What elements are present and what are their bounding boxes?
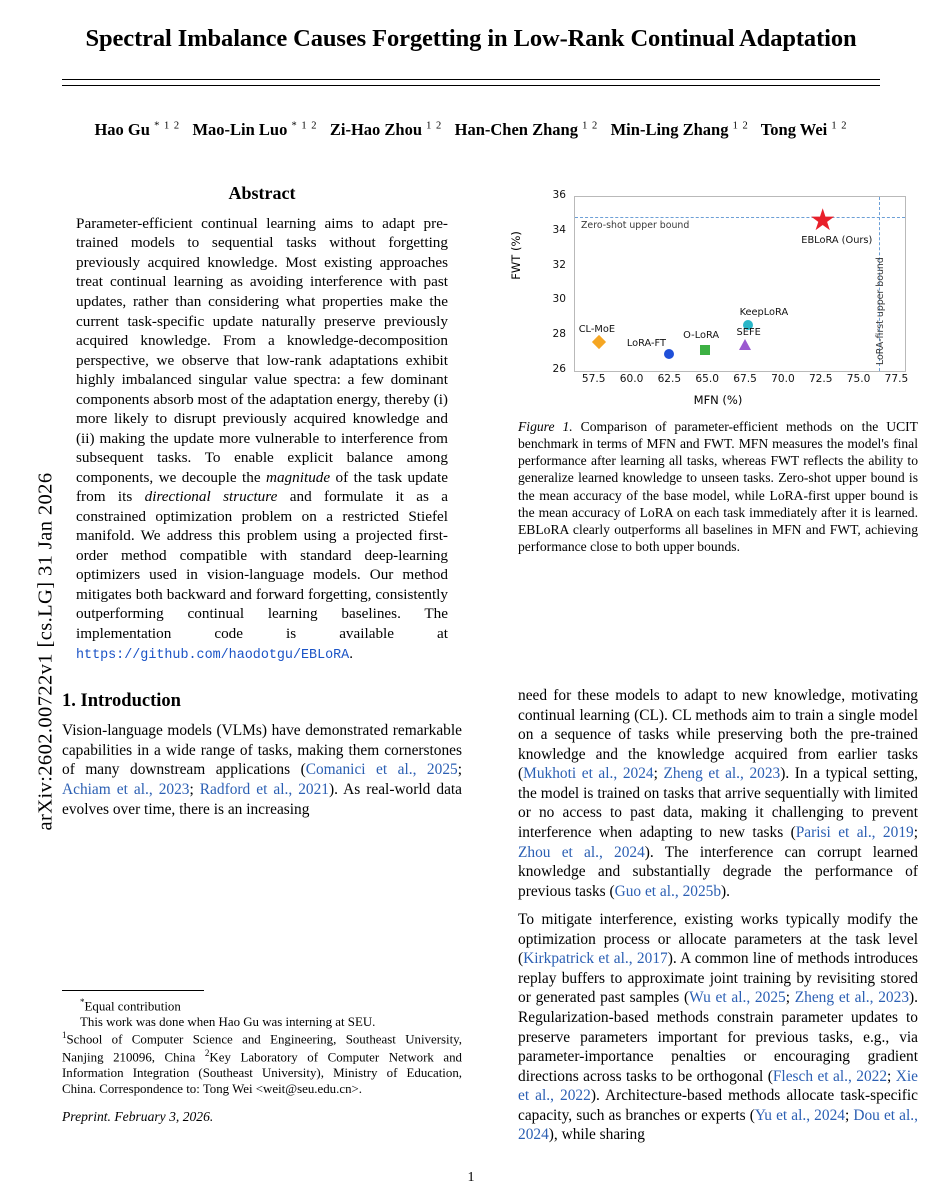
chart-point-eblora-ours: ★ [809,203,837,239]
rp1-sep2: ; [913,823,918,841]
citation-comanici[interactable]: Comanici et al., 2025 [305,761,458,779]
citation-guo[interactable]: Guo et al., 2025b [614,882,722,900]
rp2-sep2: ; [887,1067,896,1085]
right-paragraph-2 [518,910,918,1145]
lora-first-upper-bound-label: LoRA-first upper bound [875,257,887,365]
chart-ytick: 34 [552,223,566,236]
citation-parisi[interactable]: Parisi et al., 2019 [795,823,914,841]
title-rule-top [62,79,880,80]
intro-text-a: Vision-language models (VLMs) have demonstrated remarkable capabilities in a wide range of tasks, making them cornerstones of many downstream applications ( [62,722,462,779]
footnote-divider [62,990,204,991]
footnote-star: * [80,997,85,1007]
chart-point-label: SEFE [736,326,761,338]
abstract-body [62,214,462,664]
left-column [62,182,462,828]
abstract-text-1: Parameter-efficient continual learning aims to adapt pre-trained models to sequential tasks without forgetting previously acquired knowledge. Most existing approaches treat continual learning as avoiding interference with past updates, rather than considering what properties make the current task-specific update naturally preserve previously acquired knowledge. From a knowledge-decomposition perspective, we observe that low-rank adaptations exhibit highly imbalanced singular value spectra: a few dominant components absorb most of the adaptation energy, thereby (i) more likely to disrupt previously acquired knowledge and (ii) making the update more vulnerable to interference from subsequent tasks. To enable explicit balance among components, we decouple the [76,214,448,486]
rp1-b: ). In a typical setting, the model is trained on tasks that arrive sequentially with limited or no access to past data, making it challenging to prevent interference when adapting to new tasks ( [518,765,918,841]
rp2-sep1: ; [785,989,795,1007]
chart-xtick: 65.0 [695,373,719,385]
abstract-text-2: of the task update from its [76,468,448,506]
chart-xtick: 57.5 [581,373,606,385]
chart-point-label: KeepLoRA [739,306,789,318]
chart-xtick: 67.5 [733,373,757,385]
citation-mukhoti[interactable]: Mukhoti et al., 2024 [523,765,654,783]
chart-point-label: LoRA-FT [626,338,667,350]
rp1-d: ). [721,882,731,900]
citation-dou[interactable]: Dou et al., 2024 [518,1106,918,1144]
figure-1 [509,186,918,555]
rp1-c: ). The interference can corrupt learned knowledge and substantially degrade the performance of previous tasks ( [518,843,918,900]
abstract-heading: Abstract [228,183,296,203]
page-number: 1 [467,1170,475,1185]
rp2-a: To mitigate interference, existing works typically modify the optimization process or allocate parameters at the task level ( [518,911,918,968]
figure-caption [518,418,918,555]
intro-text-b: ). As real-world data evolves over time, there is an increasing [62,780,463,818]
right-column [518,686,918,1154]
citation-kirkpatrick[interactable]: Kirkpatrick et al., 2017 [523,950,668,968]
abstract-emph-direction: directional structure [144,488,278,506]
footnote-equal-contribution [62,997,462,1014]
rp1-sep1: ; [653,765,664,783]
rp2-c: ). Regularization-based methods constrain parameter updates to preserve parameters important for previous tasks, e.g., via parameter-importance penalties or encouraging gradient directions across tasks to be orthogonal ( [518,989,919,1085]
rp2-e: ), while sharing [548,1126,645,1144]
author-list: Hao Gu $^{* 1 2}$ Mao-Lin Luo $^{* 1 2}$ Zi-Hao Zhou $^{1 2}$ Han-Chen Zhang $^{1 2}$ Min-Ling Zhang $^{1 2}$ Tong Wei $^{1 2}$ [94,120,848,139]
chart-point-label: EBLoRA (Ours) [801,235,873,247]
intro-sep-2: ; [189,780,200,798]
zero-shot-upper-bound-label: Zero-shot upper bound [581,220,690,231]
citation-yu[interactable]: Yu et al., 2024 [754,1106,845,1124]
citation-zhou[interactable]: Zhou et al., 2024 [518,843,645,861]
chart-plot-area [574,196,906,372]
footnote-internship [62,1014,462,1030]
figure-caption-text: Comparison of parameter-efficient methods on the UCIT benchmark in terms of MFN and FWT. MFN measures the model's final performance after learning all tasks, whereas FWT reflects the ability to generalize learned knowledge to unseen tasks. Zero-shot upper bound is the mean accuracy of the base model, while LoRA-first upper bound is the mean accuracy of LoRA on each task immediately after it is learned. EBLoRA clearly outperforms all baselines in MFN and FWT, achieving performance close to both upper bounds. [518,419,918,554]
page-title: Spectral Imbalance Causes Forgetting in Low-Rank Continual Adaptation [85,25,857,52]
rp2-b: ). A common line of methods introduces replay buffers to approximate joint training by revisiting stored or generated past samples ( [518,950,918,1007]
chart-ytick: 28 [552,328,566,341]
footnote-aff1-marker: 1 [62,1030,67,1041]
chart-xtick: 77.5 [884,373,909,385]
arxiv-stamp: arXiv:2602.00722v1 [cs.LG] 31 Jan 2026 [34,472,57,831]
chart-xtick: 70.0 [771,373,795,385]
footnote-equal-text: Equal contribution [84,999,181,1014]
abstract-period: . [349,644,354,662]
citation-achiam[interactable]: Achiam et al., 2023 [62,780,190,798]
chart-xlabel: MFN (%) [693,393,743,407]
chart-ytick: 36 [552,189,566,201]
footnote-affiliations [62,1030,462,1097]
citation-xie[interactable]: Xie et al., 2022 [518,1067,918,1105]
chart-ytick: 26 [552,363,566,375]
chart-xtick: 72.5 [808,373,833,385]
abstract-emph-magnitude: magnitude [266,468,331,486]
footnote-block [62,990,462,1126]
chart-point-label: CL-MoE [578,324,616,336]
footnote-aff1-text: School of Computer Science and Engineering, Southeast University, Nanjing 210096, China [62,1032,462,1064]
preprint-line: Preprint. February 3, 2026. [62,1108,214,1124]
footnote-aff2-marker: 2 [204,1047,210,1058]
chart-point-o-lora [700,345,710,355]
section-heading-introduction: 1. Introduction [62,690,181,711]
citation-zheng-2023[interactable]: Zheng et al., 2023 [663,765,781,783]
chart-ylabel: FWT (%) [509,231,523,280]
abstract-text-3: and formulate it as a constrained optimization problem on a restricted Stiefel manifold. We address this problem using a projected first-order method compatible with standard deep-learning optimizers used in vision-language models. Our method mitigates both backward and forward forgetting, consistently outperforming continual learning baselines. The implementation code is available at [76,488,449,643]
footnote-aff2-text: Key Laboratory of Computer Network and Information Integration (Southeast University), Ministry of Education, China. Correspondence to: Tong Wei <weit@seu.edu.cn>. [62,1049,462,1096]
footnote-internship-text: This work was done when Hao Gu was interning at SEU. [80,1015,376,1030]
citation-zheng-2023-b[interactable]: Zheng et al., 2023 [794,989,910,1007]
right-paragraph-1 [518,686,918,901]
intro-paragraph-1 [62,721,462,819]
figure-label: Figure 1. [518,419,573,434]
chart-point-label: O-LoRA [683,330,720,342]
zero-shot-upper-bound-line [575,217,905,218]
rp2-d: ). Architecture-based methods allocate task-specific capacity, such as branches or experts ( [518,1087,918,1124]
citation-radford[interactable]: Radford et al., 2021 [199,780,329,798]
chart-container [509,186,918,408]
citation-wu[interactable]: Wu et al., 2025 [689,989,786,1007]
title-block [62,24,880,86]
intro-sep-1: ; [457,761,462,779]
title-rule-bottom [62,85,880,86]
chart-xtick: 62.5 [657,373,682,385]
chart-ytick: 30 [552,293,566,306]
chart-xtick: 75.0 [846,373,871,385]
citation-flesch[interactable]: Flesch et al., 2022 [772,1067,888,1085]
chart-xtick: 60.0 [619,373,644,385]
rp1-a: need for these models to adapt to new knowledge, motivating continual learning (CL). CL methods aim to train a single model on a sequence of tasks while preserving both the pre-trained knowledge and the knowledge acquired from earlier tasks ( [518,687,918,783]
chart-point-cl-moe [592,335,606,349]
code-url-link[interactable]: https://github.com/haodotgu/EBLoRA [76,647,350,663]
chart-point-sefe [739,339,751,350]
chart-ytick: 32 [552,258,566,271]
rp2-sep3: ; [844,1106,854,1124]
chart-point-lora-ft [664,349,674,359]
